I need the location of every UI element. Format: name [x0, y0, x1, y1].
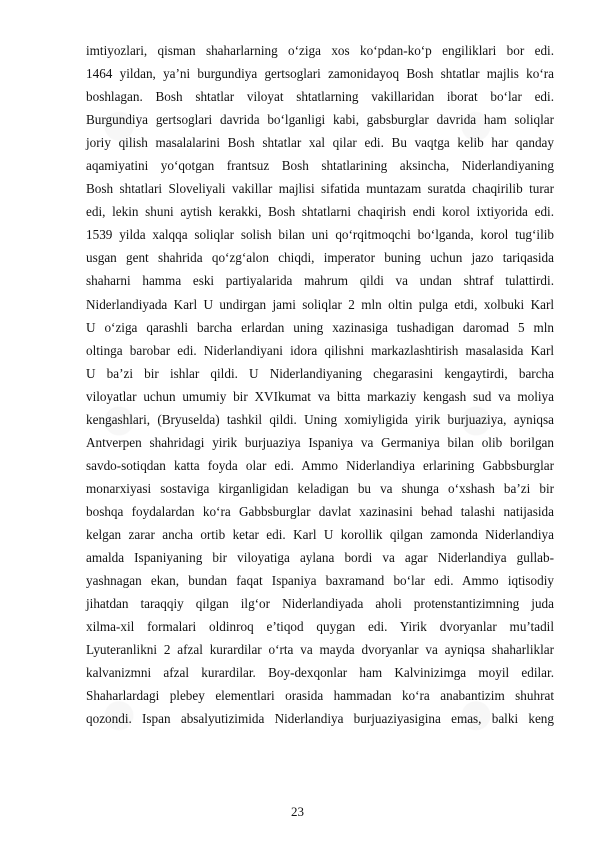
text-line: 1539 yilda xalqqa soliqlar solish bilan uni qo‘rqitmoqchi bo‘lganda, korol tug‘ilib [86, 227, 554, 243]
text-line: Shaharlardagi plebey elementlari orasida hammadan ko‘ra anabantizim shuhrat [86, 688, 554, 704]
text-line: U ba’zi bir ishlar qildi. U Niderlandiyaning chegarasini kengaytirdi, barcha [86, 365, 554, 381]
text-line: imtiyozlari, qisman shaharlarning o‘ziga xos ko‘pdan-ko‘p engiliklari bor edi. [86, 43, 554, 58]
text-line: aqamiyatini yo‘qotgan frantsuz Bosh shtatlarining aksincha, Niderlandiyaning [86, 158, 554, 174]
text-line: edi, lekin shuni aytish kerakki, Bosh shtatlarni chaqirish endi korol ixtiyorida edi. [86, 204, 554, 220]
text-line: boshlagan. Bosh shtatlar viloyat shtatlarning vakillaridan iborat bo‘lar edi. [86, 89, 554, 105]
page-number: 23 [291, 804, 304, 819]
text-line: Antverpen shahridagi yirik burjuaziya Ispaniya va Germaniya bilan olib borilgan [86, 434, 554, 450]
text-line: amalda Ispaniyaning bir viloyatiga aylana bordi va agar Niderlandiya gullab- [86, 550, 554, 566]
text-line: xilma-xil formalari oldinroq e’tiqod quygan edi. Yirik dvoryanlar mu’tadil [86, 619, 554, 635]
text-line: joriy qilish masalalarini Bosh shtatlar xal qilar edi. Bu vaqtga kelib har qanday [86, 135, 554, 151]
text-line: kelgan zarar ancha ortib ketar edi. Karl U korollik qilgan zamonda Niderlandiya [86, 526, 554, 542]
text-line: 1464 yildan, ya’ni burgundiya gertsoglari zamonidayoq Bosh shtatlar majlis ko‘ra [86, 66, 554, 82]
text-line: savdo-sotiqdan katta foyda olar edi. Ammo Niderlandiya erlarining Gabbsburglar [86, 457, 554, 473]
text-line: viloyatlar uchun umumiy bir XVIkumat va bitta markaziy kengash sud va moliya [86, 388, 554, 404]
text-line: Lyuteranlikni 2 afzal kurardilar o‘rta va mayda dvoryanlar va ayniqsa shaharliklar [86, 642, 554, 658]
text-line: yashnagan ekan, bundan faqat Ispaniya baxramand bo‘lar edi. Ammo iqtisodiy [86, 573, 554, 589]
text-line: Niderlandiyada Karl U undirgan jami soliqlar 2 mln oltin pulga etdi, xolbuki Karl [86, 296, 554, 312]
text-line: jihatdan taraqqiy qilgan ilg‘or Niderlandiyada aholi protenstantizimning juda [86, 596, 554, 612]
text-line: usgan gent shahrida qo‘zg‘alon chiqdi, imperator buning uchun jazo tariqasida [86, 250, 554, 266]
body-text [86, 39, 554, 730]
text-line: kengashlari, (Bryuselda) tashkil qildi. Uning xomiyligida yirik burjuaziya, ayniqsa [86, 411, 554, 427]
text-line: kalvanizmni afzal kurardilar. Boy-dexqonlar ham Kalvinizimga moyil edilar. [86, 665, 554, 681]
text-line: monarxiyasi sostaviga kirganligidan keladigan bu va shunga o‘xshash ba’zi bir [86, 480, 554, 496]
text-line: Bosh shtatlari Sloveliyali vakillar majlisi sifatida muntazam suratda chaqirilib turar [86, 181, 554, 197]
text-line: boshqa foydalardan ko‘ra Gabbsburglar davlat xazinasini behad talashi natijasida [86, 503, 554, 519]
text-line: U o‘ziga qarashli barcha erlardan uning xazinasiga tushadigan daromad 5 mln [86, 319, 554, 335]
text-line: shaharni hamma eski partiyalarida mahrum qildi va undan shtraf tulattirdi. [86, 273, 554, 289]
text-line: Burgundiya gertsoglari davrida bo‘lganligi kabi, gabsburglar davrida ham soliqlar [86, 112, 554, 128]
text-line: qozondi. Ispan absalyutizimida Niderlandiya burjuaziyasigina emas, balki keng [86, 711, 554, 727]
text-line: oltinga barobar edi. Niderlandiyani idora qilishni markazlashtirish masalasida Karl [86, 342, 554, 358]
